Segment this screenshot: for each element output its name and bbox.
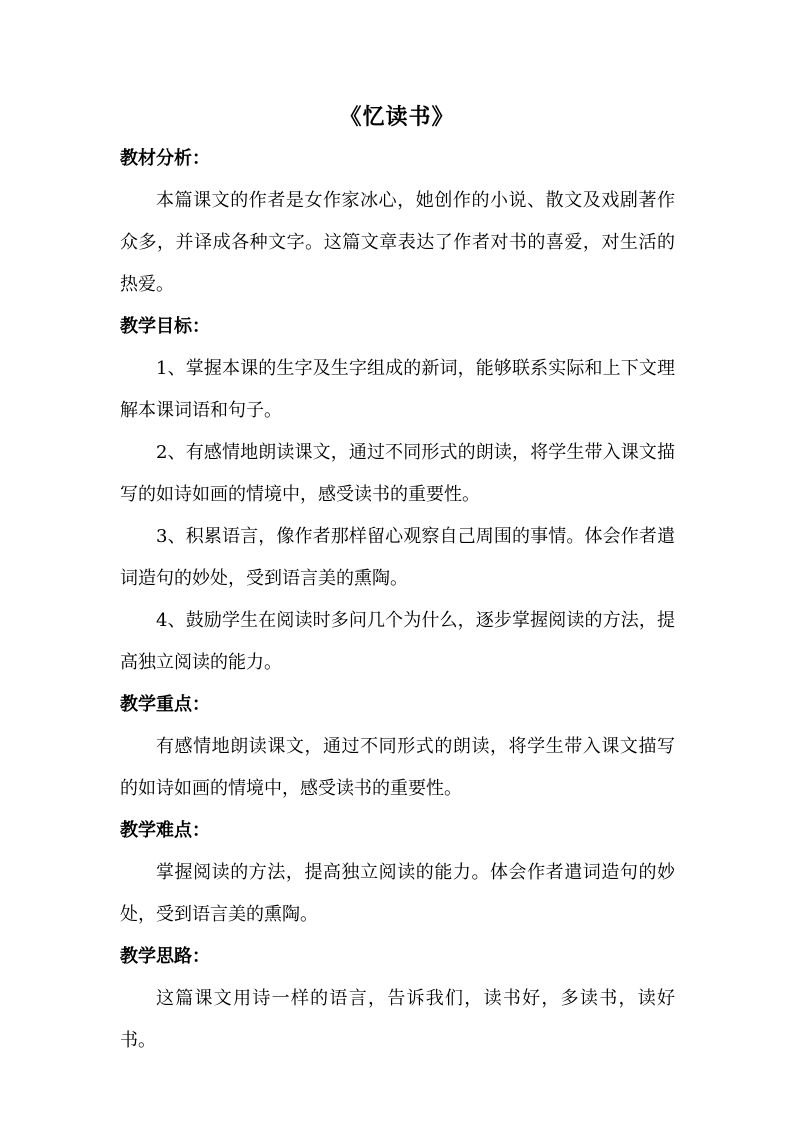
paragraph: 3、积累语言，像作者那样留心观察自己周围的事情。体会作者遣词造句的妙处，受到语言美的熏陶。 [120, 526, 675, 589]
section-heading-teaching-key-points: 教学重点： [120, 694, 210, 715]
document-title: 《忆读书》 [339, 104, 455, 130]
document-body [120, 138, 675, 1062]
paragraph: 有感情地朗读课文，通过不同形式的朗读，将学生带入课文描写的如诗如画的情境中，感受读书的重要性。 [120, 736, 675, 799]
section-heading-teaching-approach: 教学思路： [120, 946, 210, 967]
paragraph: 本篇课文的作者是女作家冰心，她创作的小说、散文及戏剧著作众多，并译成各种文字。这篇文章表达了作者对书的喜爱，对生活的热爱。 [120, 190, 675, 295]
section-heading-teaching-goals: 教学目标： [120, 316, 210, 337]
paragraph: 这篇课文用诗一样的语言，告诉我们，读书好，多读书，读好书。 [120, 988, 675, 1051]
section-heading-textbook-analysis: 教材分析： [120, 148, 210, 169]
paragraph: 4、鼓励学生在阅读时多问几个为什么，逐步掌握阅读的方法，提高独立阅读的能力。 [120, 610, 675, 673]
section-heading-teaching-difficulties: 教学难点： [120, 820, 210, 841]
paragraph: 掌握阅读的方法，提高独立阅读的能力。体会作者遣词造句的妙处，受到语言美的熏陶。 [120, 862, 675, 925]
paragraph: 2、有感情地朗读课文，通过不同形式的朗读，将学生带入课文描写的如诗如画的情境中，感受读书的重要性。 [120, 442, 675, 505]
paragraph: 1、掌握本课的生字及生字组成的新词，能够联系实际和上下文理解本课词语和句子。 [120, 358, 675, 421]
